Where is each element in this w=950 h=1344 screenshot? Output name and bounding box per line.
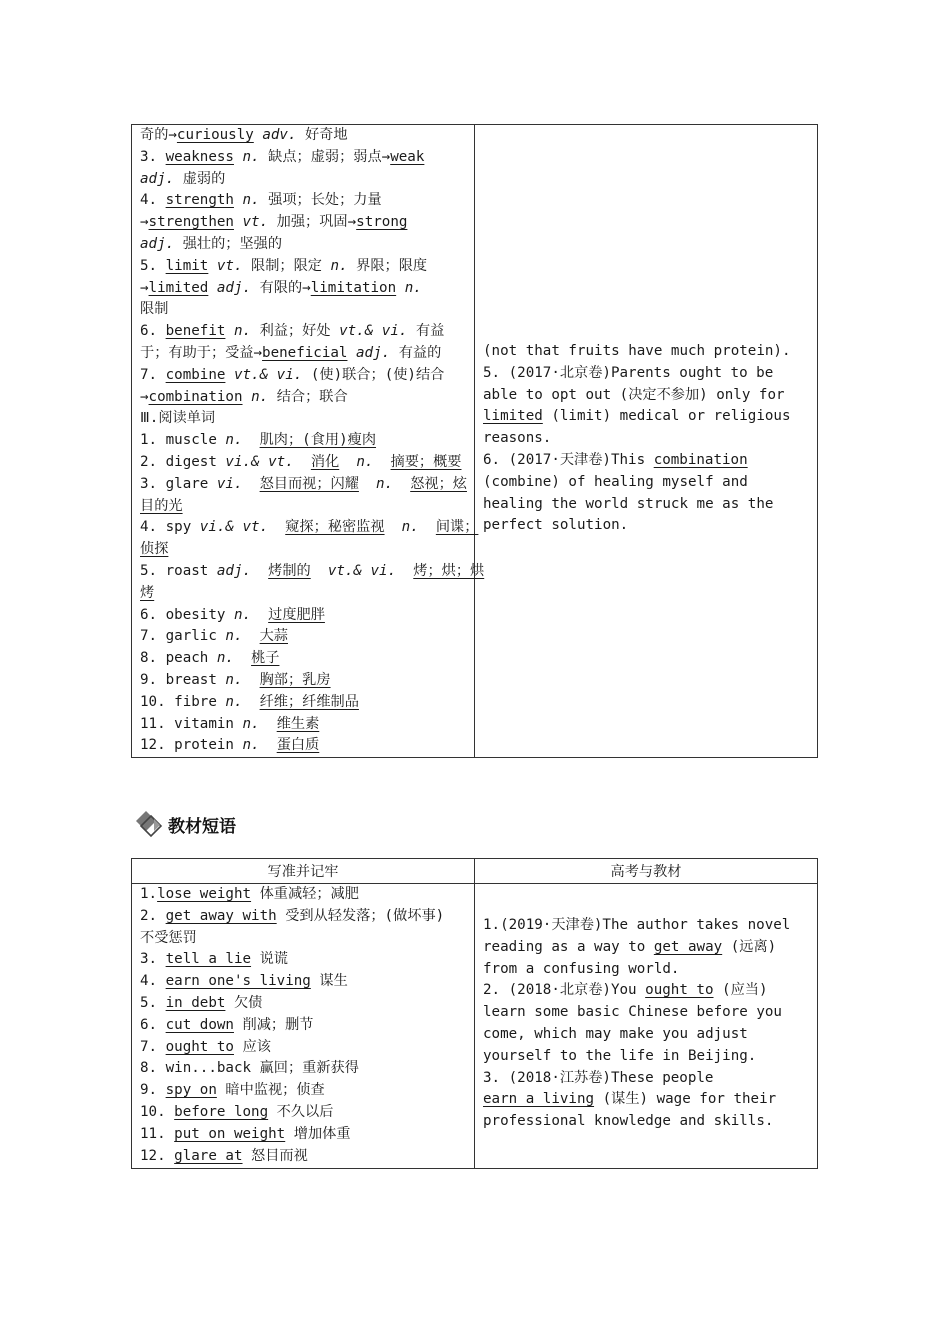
word-list-column — [132, 125, 485, 757]
text-line — [140, 884, 470, 906]
line-text: 11. vitamin — [140, 715, 243, 732]
text-line — [483, 494, 811, 516]
answer-text: limited — [148, 279, 209, 296]
line-text: 不受惩罚 — [140, 929, 197, 946]
answer-text: 胸部；乳房 — [259, 671, 331, 688]
text-line — [140, 365, 470, 387]
line-text: 利益；好处 — [251, 323, 340, 340]
line-text — [225, 323, 234, 339]
text-line — [140, 561, 485, 583]
line-text: 3. (2018·江苏卷)These people — [483, 1069, 714, 1086]
text-line — [140, 735, 470, 757]
line-text: perfect solution. — [483, 517, 629, 534]
answer-text: 肌肉；(食用)瘦肉 — [259, 432, 377, 449]
line-text: yourself to the life in Beijing. — [483, 1047, 757, 1064]
line-text: (远离) — [722, 938, 777, 955]
answer-text: limit — [165, 257, 209, 274]
part-of-speech: n. — [330, 257, 348, 274]
line-text — [359, 476, 376, 492]
answer-text: combination — [653, 451, 748, 468]
line-text — [251, 607, 268, 623]
vocabulary-table — [131, 124, 818, 758]
line-text — [419, 519, 436, 535]
part-of-speech: adv. — [262, 127, 297, 143]
line-text: 9. — [140, 1082, 166, 1099]
text-line — [140, 321, 470, 343]
text-line — [140, 147, 470, 169]
answer-text: ought to — [645, 982, 714, 999]
line-text — [311, 563, 328, 579]
line-text: reading as a way to — [483, 938, 654, 955]
answer-text: glare at — [174, 1147, 243, 1164]
part-of-speech: n. — [216, 650, 234, 667]
part-of-speech: n. — [225, 628, 243, 645]
line-text: 8. peach — [140, 650, 217, 667]
answer-text: cut down — [165, 1016, 234, 1033]
line-text — [294, 454, 311, 470]
text-line — [140, 256, 470, 278]
line-text — [339, 454, 356, 470]
part-of-speech: adj. — [216, 279, 252, 296]
line-text: (使)联合；(使)结合 — [302, 366, 445, 383]
phrase-examples — [475, 915, 817, 1133]
answer-text: 窥探；秘密监视 — [285, 519, 385, 536]
line-text: 奇的→ — [140, 127, 177, 143]
answer-text: 消化 — [310, 453, 340, 470]
line-text: 9. breast — [140, 671, 226, 688]
answer-text: strong — [356, 214, 408, 231]
answer-text: spy on — [165, 1082, 217, 1099]
answer-text: put on weight — [174, 1125, 286, 1142]
part-of-speech: n. — [242, 148, 260, 165]
line-text: healing the world struck me as the — [483, 495, 774, 512]
text-line — [140, 692, 470, 714]
line-text: 6. (2017·天津卷)This — [483, 451, 654, 468]
text-line — [140, 1146, 470, 1168]
line-text: 限制 — [140, 301, 169, 318]
line-text — [347, 345, 356, 361]
part-of-speech: vt. — [242, 214, 269, 231]
text-line — [483, 1046, 811, 1068]
line-text: 应该 — [233, 1038, 271, 1055]
line-text — [373, 454, 390, 470]
text-line — [140, 648, 470, 670]
line-text — [260, 737, 277, 753]
text-line — [140, 1015, 470, 1037]
exam-examples-column — [475, 125, 817, 757]
text-line — [483, 1089, 811, 1111]
text-line — [140, 626, 470, 648]
line-text: 2. digest — [140, 453, 226, 470]
text-line — [483, 1068, 811, 1090]
line-text: 于；有助于；受益→ — [140, 344, 263, 361]
line-text: 5. — [140, 257, 166, 274]
answer-text: 烤 — [140, 584, 155, 601]
text-line — [483, 363, 811, 385]
answer-text: 烤；烘；烘 — [413, 562, 485, 579]
line-text: 5. (2017·北京卷)Parents ought to be — [483, 364, 774, 381]
line-text: 怒目而视 — [242, 1147, 308, 1164]
line-text: 谋生 — [310, 973, 348, 990]
line-text: 6. — [140, 323, 166, 340]
line-text: 7. — [140, 1038, 166, 1055]
text-line — [483, 428, 811, 450]
text-line — [140, 605, 470, 627]
part-of-speech: vi.& vt. — [225, 453, 294, 470]
text-line — [140, 212, 470, 234]
line-text: (combine) of healing myself and — [483, 473, 748, 490]
line-text: Ⅲ.阅读单词 — [140, 410, 216, 427]
line-text — [208, 258, 217, 274]
text-line — [140, 452, 470, 474]
part-of-speech: n. — [225, 693, 243, 710]
answer-text: 过度肥胖 — [268, 606, 325, 623]
answer-text: get away with — [165, 907, 277, 924]
text-line — [140, 928, 470, 950]
line-text: from a confusing world. — [483, 960, 680, 977]
text-line — [483, 959, 811, 981]
line-text: 7. garlic — [140, 628, 226, 645]
line-text — [396, 280, 405, 296]
answer-text: before long — [174, 1103, 269, 1120]
part-of-speech: adj. — [216, 562, 252, 579]
line-text: 加强；巩固→ — [268, 214, 357, 231]
text-line — [140, 125, 470, 147]
answer-text: curiously — [176, 127, 254, 143]
text-line — [140, 496, 470, 518]
line-text: 4. — [140, 973, 166, 990]
answer-text: combination — [148, 388, 243, 405]
line-text: 削减；删节 — [233, 1016, 314, 1033]
text-line — [483, 1024, 811, 1046]
text-line — [140, 169, 470, 191]
line-text: reasons. — [483, 430, 552, 447]
exam-examples — [475, 341, 817, 537]
answer-text: limited — [483, 408, 543, 425]
section-title: 教材短语 — [168, 816, 236, 837]
line-text: 6. — [140, 1016, 166, 1033]
part-of-speech: n. — [404, 279, 422, 296]
line-text: 3. glare — [140, 475, 217, 492]
line-text: 2. — [140, 907, 166, 924]
line-text — [234, 214, 243, 230]
text-line — [140, 971, 470, 993]
phrase-examples-column — [475, 884, 817, 1168]
answer-text: lose weight — [157, 886, 252, 902]
part-of-speech: n. — [233, 606, 252, 623]
text-line — [140, 1037, 470, 1059]
text-line — [140, 714, 470, 736]
line-text — [243, 389, 252, 405]
part-of-speech: n. — [225, 671, 243, 688]
part-of-speech: vt.& vi. — [327, 562, 397, 579]
line-text — [243, 672, 260, 688]
line-text: 5. — [140, 994, 166, 1011]
line-text: 缺点；虚弱；弱点→ — [259, 148, 391, 165]
line-text: 1. — [140, 886, 158, 902]
text-line — [140, 299, 470, 321]
text-line — [140, 1058, 470, 1080]
text-line — [483, 450, 811, 472]
line-text: 5. roast — [140, 562, 217, 579]
line-text — [393, 476, 410, 492]
text-line — [140, 387, 470, 409]
answer-text: weakness — [165, 148, 234, 165]
word-list — [132, 125, 485, 757]
text-line — [140, 539, 470, 561]
part-of-speech: n. — [242, 737, 260, 754]
line-text: 2. (2018·北京卷)You — [483, 982, 646, 999]
line-text — [234, 149, 243, 165]
text-line — [140, 1124, 470, 1146]
line-text: (谋生) wage for their — [594, 1091, 777, 1108]
answer-text: 纤维；纤维制品 — [259, 693, 359, 710]
line-text: 虚弱的 — [174, 170, 226, 187]
part-of-speech: n. — [356, 453, 374, 470]
line-text — [243, 476, 260, 492]
part-of-speech: vi. — [216, 475, 243, 492]
line-text: 有益 — [407, 323, 445, 340]
answer-text: strength — [165, 192, 234, 209]
answer-text: 桃子 — [251, 650, 280, 667]
text-line — [140, 993, 470, 1015]
line-text — [208, 280, 217, 296]
text-line — [140, 1102, 470, 1124]
answer-text: tell a lie — [165, 951, 252, 968]
line-text — [396, 563, 413, 579]
part-of-speech: n. — [242, 715, 260, 732]
text-line — [140, 190, 470, 212]
text-line — [140, 430, 470, 452]
part-of-speech: n. — [225, 432, 243, 449]
text-line — [140, 949, 470, 971]
line-text: (应当) — [713, 982, 768, 999]
answer-text: 间谍； — [435, 519, 479, 536]
line-text: able to opt out (决定不参加) only for — [483, 386, 785, 403]
phrases-table — [131, 858, 818, 1169]
line-text: 欠债 — [225, 994, 263, 1011]
line-text — [243, 432, 260, 448]
part-of-speech: n. — [401, 519, 419, 536]
line-text: 好奇地 — [296, 127, 348, 143]
answer-text: earn one's living — [165, 973, 311, 990]
text-line — [483, 915, 811, 937]
answer-text: 维生素 — [276, 715, 320, 732]
text-line — [140, 474, 470, 496]
part-of-speech: vt.& vi. — [233, 366, 303, 383]
line-text: 有益的 — [390, 344, 442, 361]
answer-text: 侦探 — [140, 541, 169, 558]
text-line — [140, 670, 470, 692]
section-header — [134, 808, 236, 840]
answer-text: in debt — [165, 994, 226, 1011]
answer-text: limitation — [310, 279, 397, 296]
line-text — [234, 192, 243, 208]
part-of-speech: n. — [242, 192, 260, 209]
line-text: 4. spy — [140, 519, 200, 536]
part-of-speech: vi.& vt. — [199, 519, 269, 536]
line-text: 7. — [140, 366, 166, 383]
part-of-speech: n. — [251, 388, 269, 405]
line-text: 强项；长处；力量 — [259, 192, 382, 209]
line-text: learn some basic Chinese before you — [483, 1004, 782, 1021]
line-text: 增加体重 — [285, 1125, 351, 1142]
line-text: 有限的→ — [251, 279, 311, 296]
text-line — [483, 472, 811, 494]
line-text: (not that fruits have much protein). — [483, 343, 791, 359]
answer-text: 大蒜 — [259, 628, 288, 645]
line-text: 暗中监视；侦查 — [216, 1082, 325, 1099]
answer-text: beneficial — [262, 344, 348, 361]
text-line — [483, 937, 811, 959]
phrase-list-column — [132, 884, 475, 1168]
part-of-speech: adj. — [140, 170, 175, 187]
line-text: 10. — [140, 1103, 175, 1120]
part-of-speech: vt. — [216, 257, 243, 274]
line-text: 3. — [140, 951, 166, 968]
line-text: → — [140, 214, 149, 231]
answer-text: 烤制的 — [268, 562, 311, 579]
line-text: 1.(2019·天津卷)The author takes novel — [483, 917, 791, 933]
header-right: 高考与教材 — [610, 864, 682, 880]
line-text: 不久以后 — [268, 1103, 334, 1120]
answer-text: 怒目而视；闪耀 — [259, 475, 359, 492]
line-text — [234, 650, 251, 666]
line-text: 受到从轻发落；(做坏事) — [276, 907, 445, 924]
text-line — [140, 1080, 470, 1102]
text-line — [140, 517, 479, 539]
line-text: 4. — [140, 192, 166, 209]
line-text: → — [140, 279, 149, 296]
line-text: 说谎 — [251, 951, 288, 968]
line-text — [243, 694, 260, 710]
part-of-speech: vt.& vi. — [339, 323, 408, 340]
text-line — [140, 583, 470, 605]
text-line — [483, 385, 811, 407]
line-text: (limit) medical or religious — [542, 408, 791, 425]
header-left: 写准并记牢 — [132, 859, 475, 883]
line-text — [251, 563, 268, 579]
part-of-speech: n. — [376, 475, 394, 492]
answer-text: 蛋白质 — [276, 737, 320, 754]
line-text: 12. protein — [140, 737, 243, 754]
line-text: → — [140, 388, 149, 405]
answer-text: earn a living — [483, 1091, 595, 1108]
line-text — [385, 519, 402, 535]
phrase-list — [132, 884, 474, 1167]
diamond-icon — [134, 809, 164, 839]
line-text: 强壮的；坚强的 — [174, 235, 283, 252]
text-line — [483, 515, 811, 537]
text-line — [140, 234, 470, 256]
phrases-table-body — [132, 884, 817, 1168]
line-text: 界限；限度 — [347, 257, 428, 274]
text-line — [140, 408, 470, 430]
text-line — [483, 980, 811, 1002]
answer-text: 摘要；概要 — [390, 453, 462, 470]
line-text: 1. muscle — [140, 432, 226, 449]
text-line — [483, 1111, 811, 1133]
line-text: come, which may make you adjust — [483, 1025, 748, 1042]
phrases-table-header — [132, 859, 817, 884]
line-text: 12. — [140, 1147, 175, 1164]
line-text — [243, 628, 260, 644]
answer-text: get away — [653, 938, 723, 955]
line-text — [268, 519, 285, 535]
line-text: professional knowledge and skills. — [483, 1113, 774, 1130]
text-line — [140, 343, 470, 365]
answer-text: weak — [390, 148, 425, 165]
text-line — [140, 278, 470, 300]
line-text: 3. — [140, 148, 166, 165]
line-text: 10. fibre — [140, 693, 226, 710]
answer-text: 怒视；炫 — [410, 475, 467, 492]
answer-text: benefit — [165, 323, 226, 340]
line-text: 11. — [140, 1125, 175, 1142]
answer-text: combine — [165, 366, 226, 383]
answer-text: strengthen — [148, 214, 234, 231]
line-text: 限制；限定 — [242, 257, 331, 274]
text-line — [140, 906, 470, 928]
line-text — [260, 716, 277, 732]
part-of-speech: adj. — [140, 235, 175, 252]
text-line — [483, 406, 811, 428]
text-line — [483, 1002, 811, 1024]
line-text: 8. win...back 赢回；重新获得 — [140, 1060, 359, 1077]
part-of-speech: adj. — [356, 344, 391, 361]
line-text: 体重减轻；减肥 — [251, 886, 359, 902]
text-line — [483, 341, 811, 363]
line-text: 6. obesity — [140, 606, 234, 623]
line-text — [225, 367, 234, 383]
answer-text: ought to — [165, 1038, 234, 1055]
part-of-speech: n. — [233, 323, 252, 340]
answer-text: 目的光 — [140, 497, 183, 514]
line-text: 结合；联合 — [268, 388, 348, 405]
